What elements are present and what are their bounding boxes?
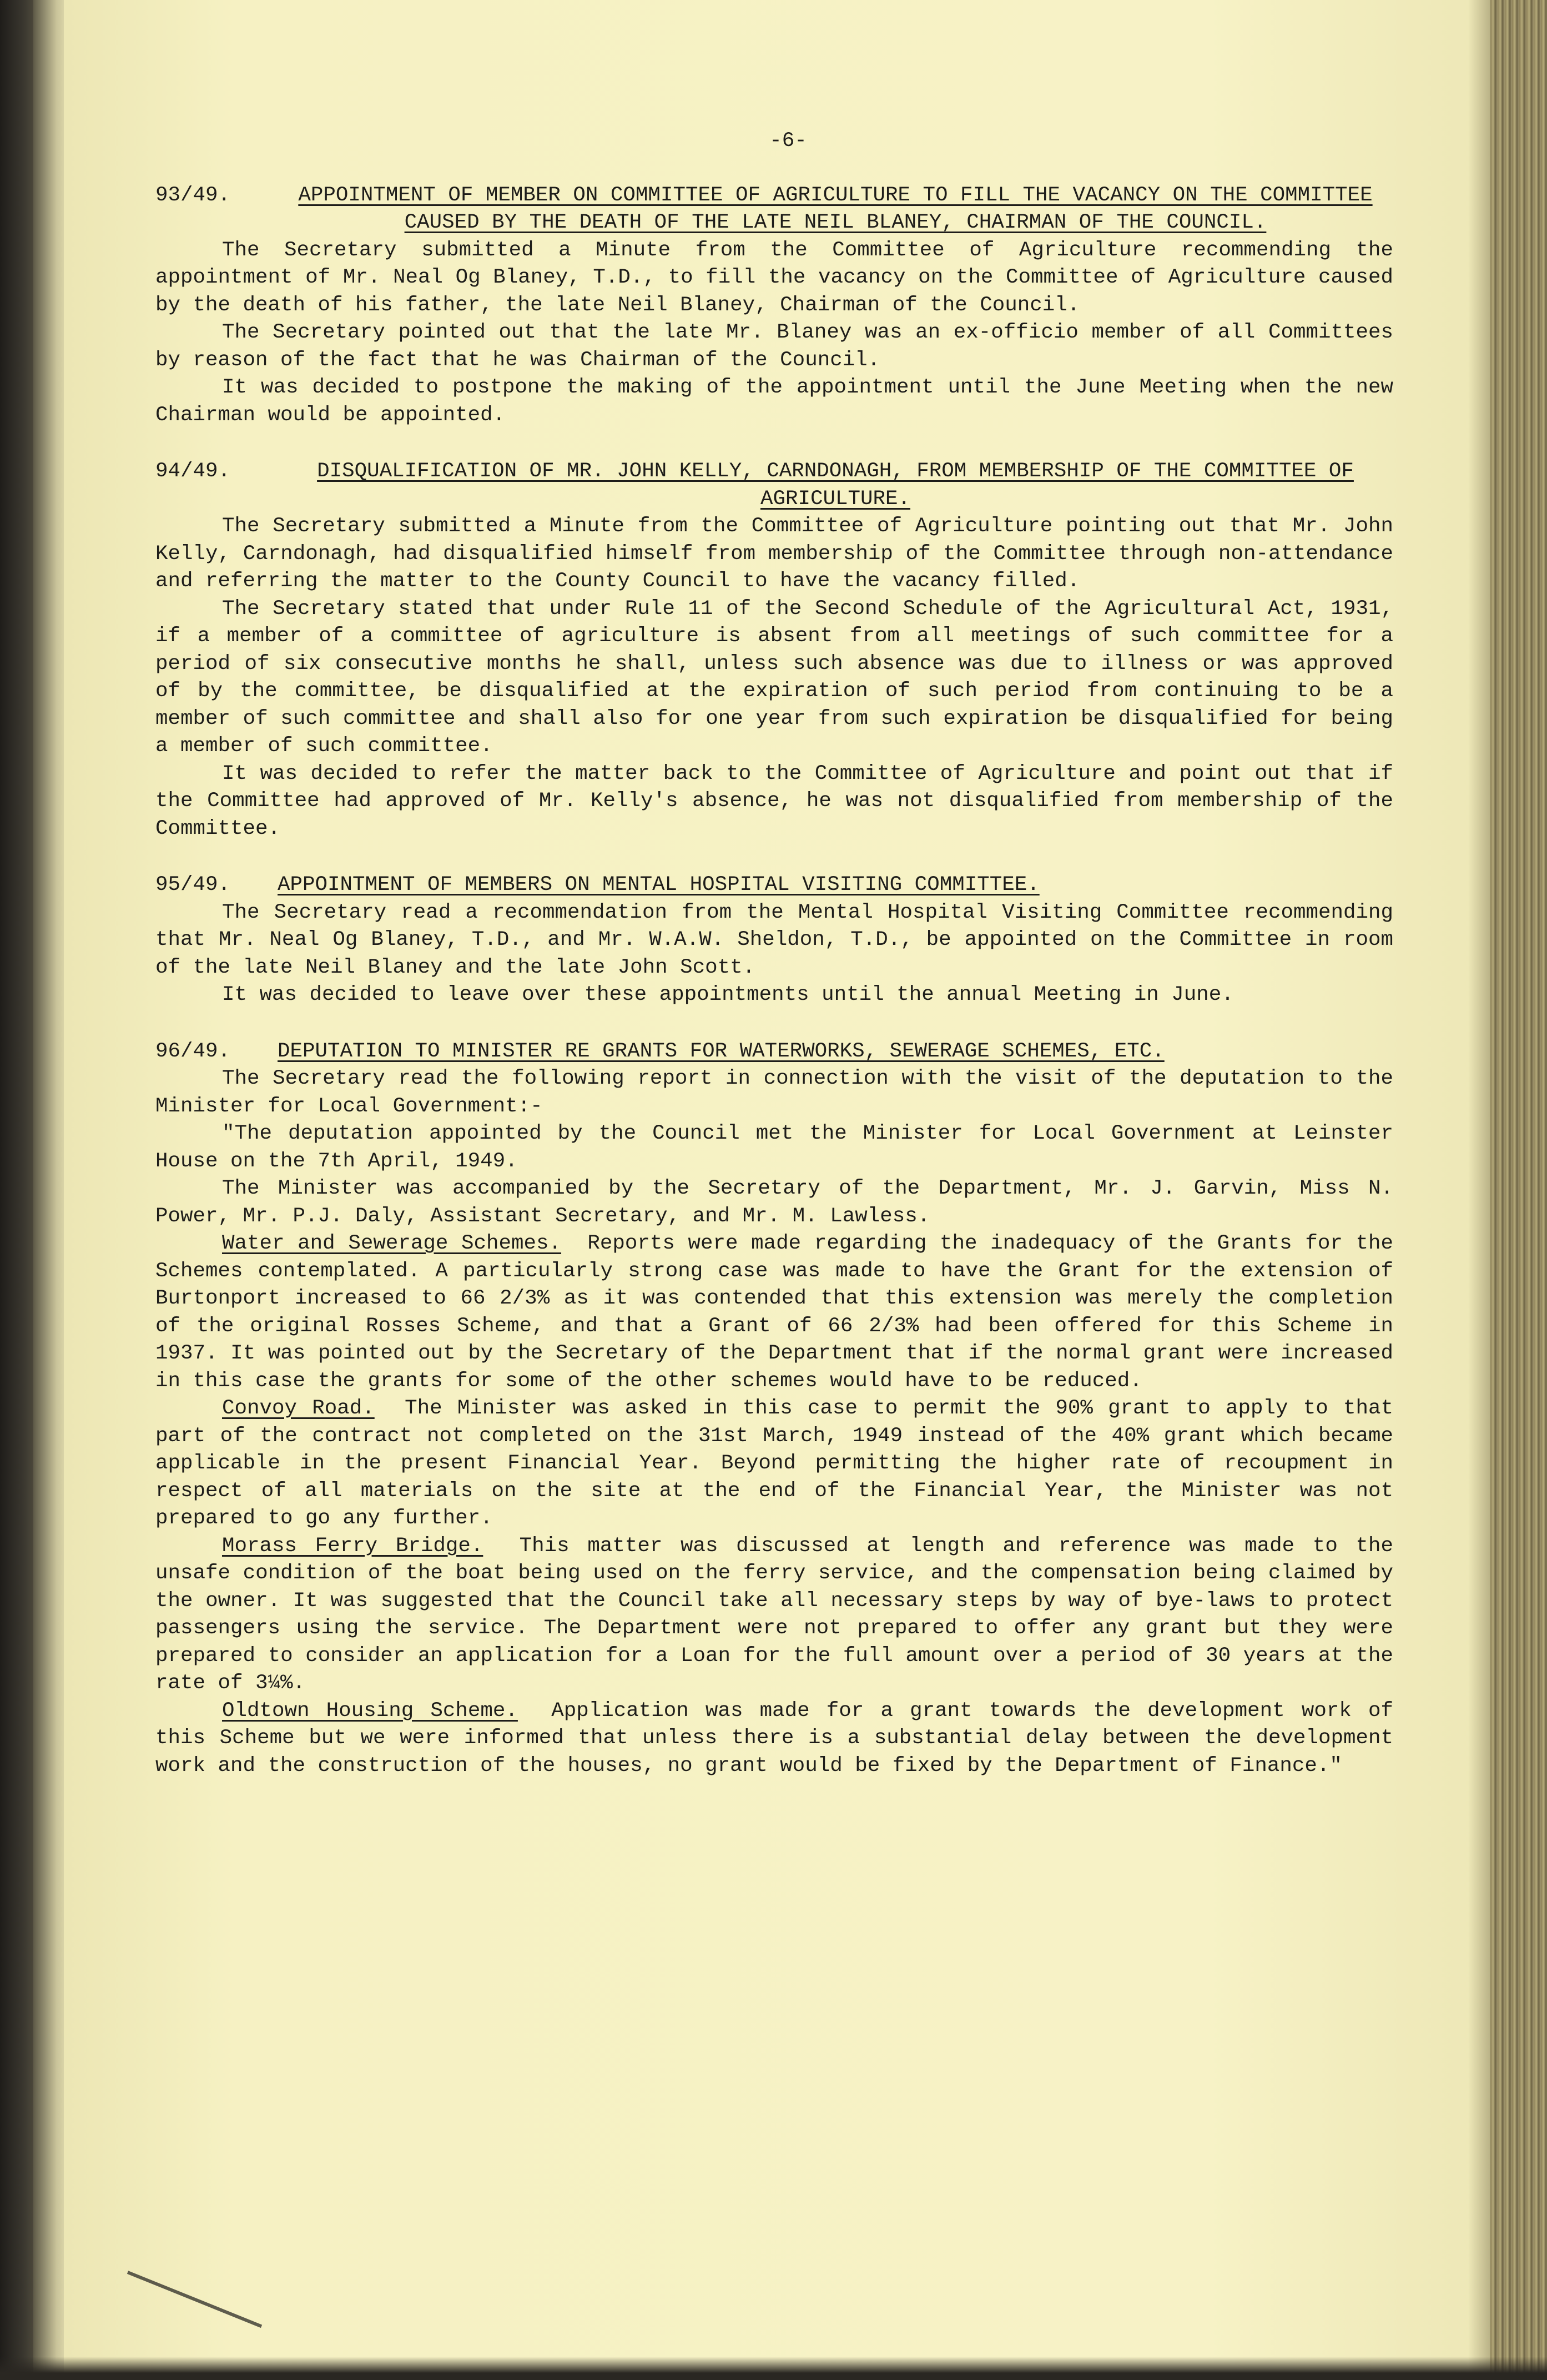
minute-item-93-49 [155, 182, 1393, 430]
item-heading [155, 872, 1393, 899]
report-section [155, 1698, 1393, 1780]
item-number: 93/49. [155, 183, 231, 207]
section-heading: Convoy Road. [222, 1397, 375, 1420]
paragraph: It was decided to refer the matter back to the Committee of Agriculture and point out that if the Committee had approved of Mr. Kelly's absence, he was not disqualified from membership of the Committee. [155, 762, 1393, 841]
paragraph: The Secretary stated that under Rule 11 of the Second Schedule of the Agricultural Act, 1931, if a member of a committee of agriculture is absent from all meetings of such committee for a period of six consecutive months he shall, unless such absence was due to illness or was approved of by the committee, be disqualified at the expiration of such period from continuing to be a member of such committee and shall also for one year from such expiration be disqualified for being a member of such committee. [155, 597, 1393, 758]
report-section [155, 1533, 1393, 1698]
item-heading [155, 182, 1393, 237]
paragraph: The Minister was accompanied by the Secretary of the Department, Mr. J. Garvin, Miss N. Power, Mr. P.J. Daly, Assistant Secretary, and Mr. M. Lawless. [155, 1177, 1393, 1228]
bottom-shadow [0, 2357, 1547, 2380]
item-title: APPOINTMENT OF MEMBER ON COMMITTEE OF AGRICULTURE TO FILL THE VACANCY ON THE COMMITTEE CAUSED BY THE DEATH OF THE LATE NEIL BLANEY, CHAIRMAN OF THE COUNCIL. [298, 183, 1373, 234]
section-heading: Morass Ferry Bridge. [222, 1534, 483, 1558]
section-text: The Minister was asked in this case to permit the 90% grant to apply to that part of the contract not completed on the 31st March, 1949 instead of the 40% grant which became applicable in the present Financial Year. Beyond permitting the higher rate of recoupment in respect of all materials on the site at the end of the Financial Year, the Minister was not prepared to go any further. [155, 1397, 1393, 1530]
item-number: 94/49. [155, 460, 231, 483]
page-stack-edge [1490, 0, 1547, 2380]
report-section [155, 1395, 1393, 1533]
paragraph: The Secretary pointed out that the late Mr. Blaney was an ex-officio member of all Committees by reason of the fact that he was Chairman of the Council. [155, 321, 1393, 372]
paragraph: It was decided to leave over these appointments until the annual Meeting in June. [222, 983, 1234, 1007]
item-heading [155, 1038, 1393, 1066]
report-section [155, 1230, 1393, 1395]
item-title: DISQUALIFICATION OF MR. JOHN KELLY, CARNDONAGH, FROM MEMBERSHIP OF THE COMMITTEE OF AGRICULTURE. [317, 460, 1354, 511]
minute-item-96-49 [155, 1038, 1393, 1780]
item-title: DEPUTATION TO MINISTER RE GRANTS FOR WATERWORKS, SEWERAGE SCHEMES, ETC. [278, 1039, 1165, 1063]
section-text: Application was made for a grant towards the development work of this Scheme but we were informed that unless there is a substantial delay between the development work and the construction of the houses, no grant would be fixed by the Department of Finance." [155, 1699, 1394, 1778]
page-fold-shadow [1468, 0, 1493, 2380]
paragraph: It was decided to postpone the making of the appointment until the June Meeting when the new Chairman would be appointed. [155, 376, 1393, 427]
paragraph: The Secretary submitted a Minute from the Committee of Agriculture recommending the appointment of Mr. Neal Og Blaney, T.D., to fill the vacancy on the Committee of Agriculture caused by the death of his father, the late Neil Blaney, Chairman of the Council. [155, 238, 1393, 317]
section-heading: Water and Sewerage Schemes. [222, 1232, 562, 1255]
item-number: 95/49. [155, 873, 231, 897]
page-number: -6- [769, 129, 807, 153]
section-text: Reports were made regarding the inadequacy of the Grants for the Schemes contemplated. A particularly strong case was made to have the Grant for the extension of Burtonport increased to 66 2/3% as it was contended that this extension was merely the completion of the original Rosses Scheme, and that a Grant of 66 2/3% had been offered for this Scheme in 1937. It was pointed out by the Secretary of the Department that if the normal grant were increased in this case the grants for some of the other schemes would have to be reduced. [155, 1232, 1393, 1393]
section-text: This matter was discussed at length and reference was made to the unsafe condition of the boat being used on the ferry service, and the compensation being claimed by the owner. It was suggested that the Council take all necessary steps by way of bye-laws to protect passengers using the service. The Department were not prepared to offer any grant but they were prepared to consider an application for a Loan for the full amount over a period of 30 years at the rate of 3¼%. [155, 1534, 1393, 1695]
item-number: 96/49. [155, 1039, 231, 1063]
item-heading [155, 458, 1393, 513]
paragraph: The Secretary read a recommendation from the Mental Hospital Visiting Committee recommending that Mr. Neal Og Blaney, T.D., and Mr. W.A.W. Sheldon, T.D., be appointed on the Committee in room of the late Neil Blaney and the late John Scott. [155, 900, 1393, 979]
item-title: APPOINTMENT OF MEMBERS ON MENTAL HOSPITAL VISITING COMMITTEE. [278, 873, 1040, 897]
section-heading: Oldtown Housing Scheme. [222, 1699, 518, 1723]
minutes-text [155, 128, 1393, 1809]
minute-item-94-49 [155, 458, 1393, 843]
minute-item-95-49 [155, 872, 1393, 1009]
report-opening: "The deputation appointed by the Council met the Minister for Local Government at Leinster House on the 7th April, 1949. [155, 1122, 1393, 1173]
paragraph: The Secretary submitted a Minute from the Committee of Agriculture pointing out that Mr. John Kelly, Carndonagh, had disqualified himself from membership of the Committee through non-attendance and referring the matter to the County Council to have the vacancy filled. [155, 515, 1393, 593]
paragraph: The Secretary read the following report in connection with the visit of the deputation to the Minister for Local Government:- [155, 1067, 1393, 1118]
